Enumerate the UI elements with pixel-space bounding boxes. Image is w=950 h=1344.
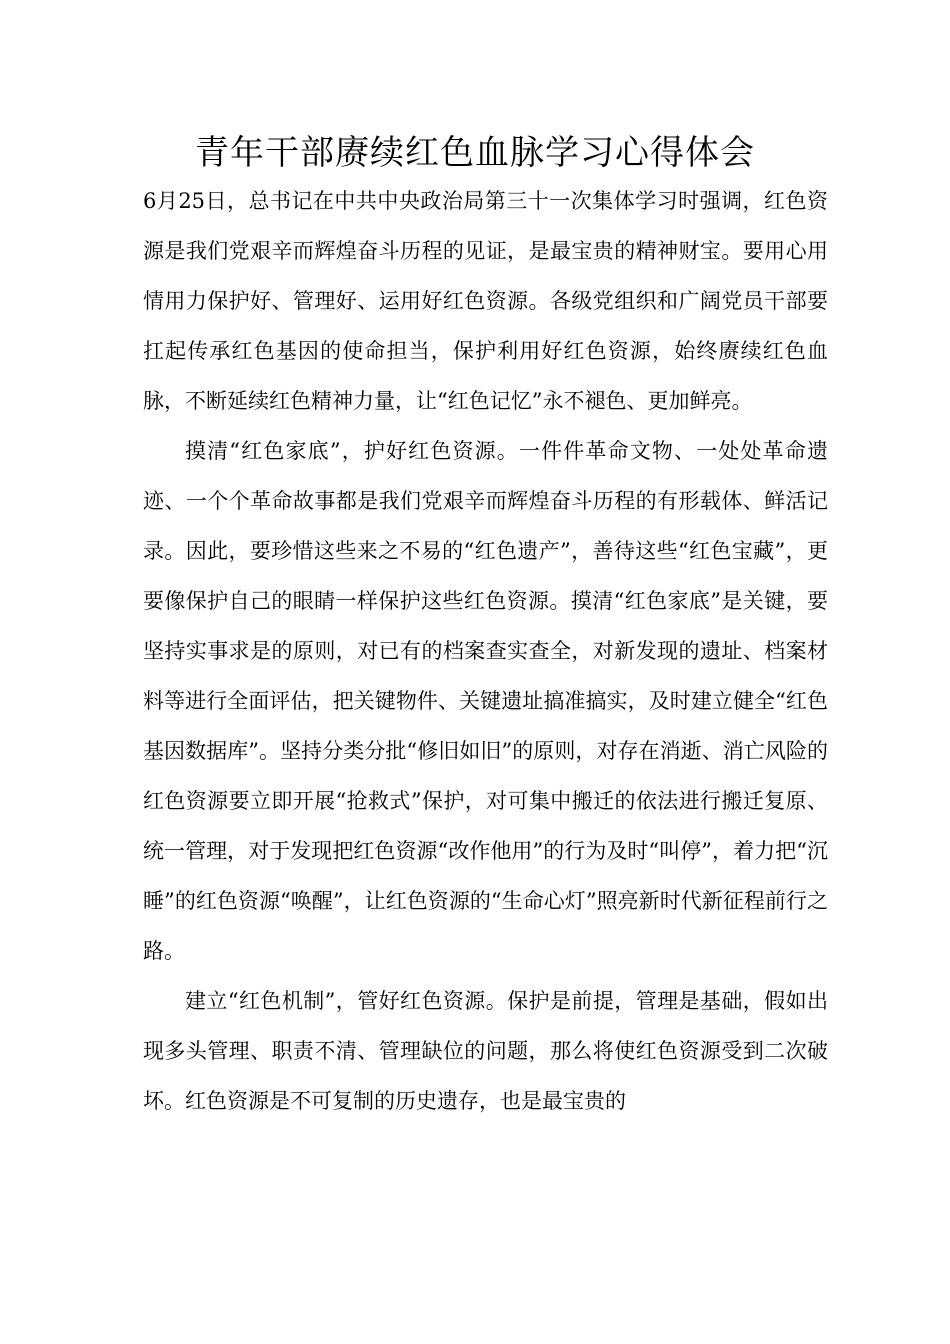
paragraph-1: 6月25日，总书记在中共中央政治局第三十一次集体学习时强调，红色资源是我们党艰辛而辉煌奋斗历程的见证，是最宝贵的精神财宝。要用心用情用力保护好、管理好、运用好红色资源。各级党组织和广阔党员干部要扛起传承红色基因的使命担当，保护利用好红色资源，始终赓续红色血脉，不断延续红色精神力量，让“红色记忆”永不褪色、更加鲜亮。 — [143, 189, 828, 413]
paragraph-2: 摸清“红色家底”，护好红色资源。一件件革命文物、一处处革命遗迹、一个个革命故事都是我们党艰辛而辉煌奋斗历程的有形载体、鲜活记录。因此，要珍惜这些来之不易的“红色遗产”，善待这些“红色宝藏”，更要像保护自己的眼睛一样保护这些红色资源。摸清“红色家底”是关键，要坚持实事求是的原则，对已有的档案查实查全，对新发现的遗址、档案材料等进行全面评估，把关键物件、关键遗址搞准搞实，及时建立健全“红色基因数据库”。坚持分类分批“修旧如旧”的原则，对存在消逝、消亡风险的红色资源要立即开展“抢救式”保护，对可集中搬迁的依法进行搬迁复原、统一管理，对于发现把红色资源“改作他用”的行为及时“叫停”，着力把“沉睡”的红色资源“唤醒”，让红色资源的“生命心灯”照亮新时代新征程前行之路。 — [143, 439, 828, 963]
paragraph-3: 建立“红色机制”，管好红色资源。保护是前提，管理是基础，假如出现多头管理、职责不清、管理缺位的问题，那么将使红色资源受到二次破坏。红色资源是不可复制的历史遗存，也是最宝贵的 — [143, 989, 828, 1113]
document-title: 青年干部赓续红色血脉学习心得体会 — [195, 133, 755, 173]
document-body — [143, 176, 828, 1126]
